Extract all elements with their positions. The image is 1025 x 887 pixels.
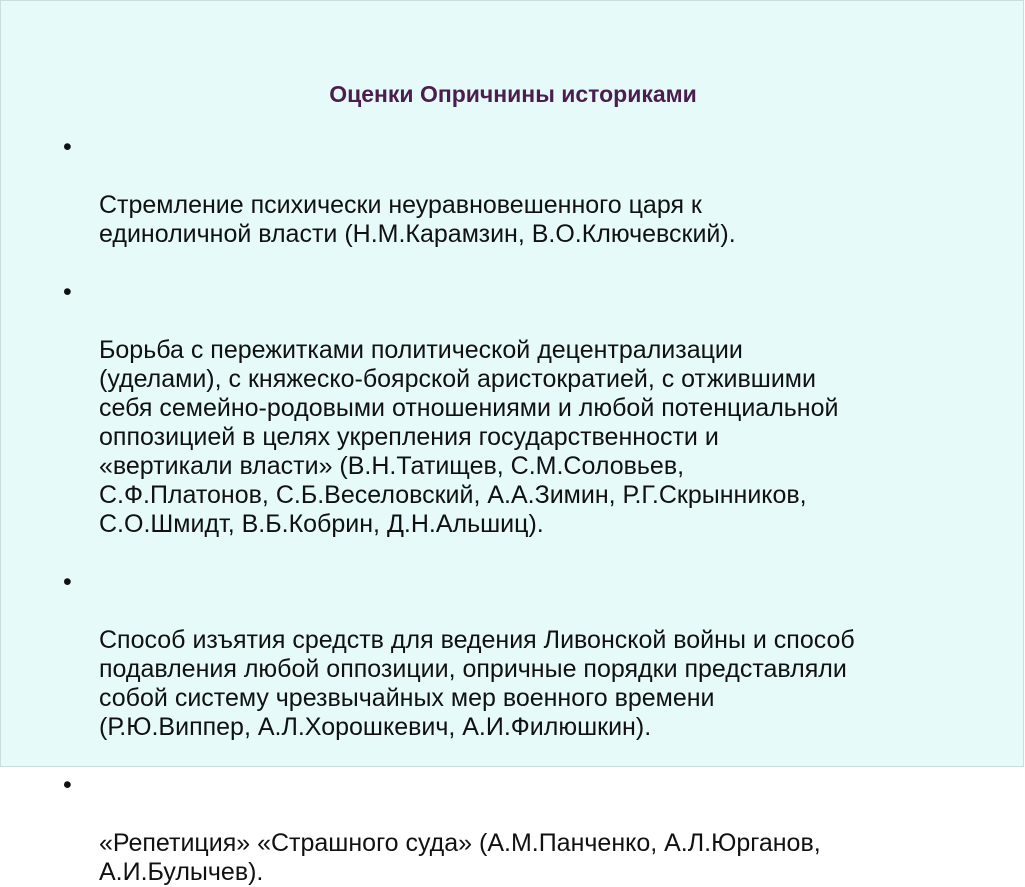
list-item-text: «Репетиция» «Страшного суда» (А.М.Панченко, А.Л.Юрганов, А.И.Булычев).	[99, 829, 821, 886]
list-item	[63, 771, 983, 887]
list-item-text: Стремление психически неуравновешенного царя к единоличной власти (Н.М.Карамзин, В.О.Ключевский).	[99, 191, 736, 248]
bullet-icon: •	[63, 278, 72, 306]
bullet-icon: •	[63, 133, 72, 161]
bullet-list	[63, 133, 983, 887]
list-item-text: Способ изъятия средств для ведения Ливонской войны и способ подавления любой оппозиции, опричные порядки представляли собой систему чрезвычайных мер военного времени (Р.Ю.Виппер, А.Л.Хорошкевич, А.И.Филюшкин).	[99, 626, 855, 741]
list-item-text: Борьба с пережитками политической децентрализации (уделами), с княжеско-боярской аристократией, с отжившими себя семейно-родовыми отношениями и любой потенциальной оппозицией в целях укрепления государственности и «вертикали власти» (В.Н.Татищев, С.М.Соловьев, С.Ф.Платонов, С.Б.Веселовский, А.А.Зимин, Р.Г.Скрынников, С.О.Шмидт, В.Б.Кобрин, Д.Н.Альшиц).	[99, 336, 839, 538]
slide-title: Оценки Опричнины историками	[329, 81, 697, 107]
list-item	[63, 568, 983, 742]
bullet-icon: •	[63, 771, 72, 799]
list-item	[63, 133, 983, 249]
list-item	[63, 278, 983, 539]
bullet-icon: •	[63, 568, 72, 596]
